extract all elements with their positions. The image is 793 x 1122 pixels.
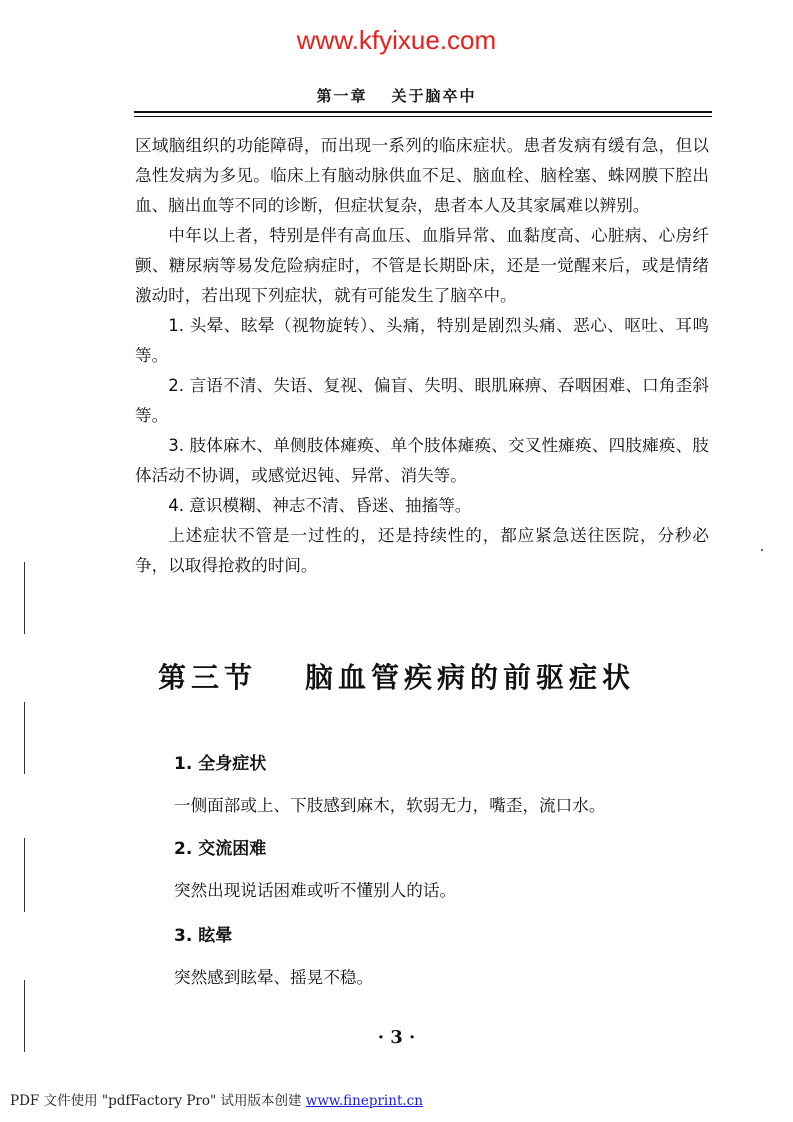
- symptom-text-2: 突然出现说话困难或听不懂别人的话。: [174, 881, 457, 900]
- scan-margin-line: [24, 562, 25, 634]
- symptom-heading-3: 3. 眩晕: [174, 926, 233, 946]
- chapter-title: 关于脑卒中: [391, 87, 477, 105]
- footer-link[interactable]: www.fineprint.cn: [305, 1093, 423, 1109]
- paragraph-risk-factors: 中年以上者，特别是伴有高血压、血脂异常、血黏度高、心脏病、心房纤颤、糖尿病等易发危险病症时，不管是长期卧床，还是一觉醒来后，或是情绪激动时，若出现下列症状，就有可能发生了脑卒中。: [135, 226, 709, 305]
- list-item-1: 1. 头晕、眩晕（视物旋转）、头痛，特别是剧烈头痛、恶心、呕吐、耳鸣等。: [135, 316, 709, 365]
- paragraph-conclusion: 上述症状不管是一过性的，还是持续性的，都应紧急送往医院，分秒必争，以取得抢救的时间。: [135, 526, 709, 575]
- scan-margin-line: [24, 980, 25, 1052]
- section-title: [0, 658, 793, 698]
- symptom-heading-2: 2. 交流困难: [174, 839, 267, 859]
- page-number: · 3 ·: [377, 1027, 416, 1048]
- running-head: [0, 86, 793, 106]
- section-number: 第三节: [157, 661, 257, 694]
- list-item-3: 3. 肢体麻木、单侧肢体瘫痪、单个肢体瘫痪、交叉性瘫痪、四肢瘫痪、肢体活动不协调，或感觉迟钝、异常、消失等。: [135, 436, 709, 485]
- symptom-text-3: 突然感到眩晕、摇晃不稳。: [174, 968, 374, 987]
- list-item-2: 2. 言语不清、失语、复视、偏盲、失明、眼肌麻痹、吞咽困难、口角歪斜等。: [135, 376, 709, 425]
- symptom-heading-1: 1. 全身症状: [174, 754, 267, 774]
- header-rule-thin: [134, 116, 712, 117]
- watermark-url: www.kfyixue.com: [296, 25, 497, 55]
- footer-text: PDF 文件使用 "pdfFactory Pro" 试用版本创建: [10, 1093, 306, 1109]
- scan-speck: [761, 549, 763, 551]
- symptom-text-1: 一侧面部或上、下肢感到麻木，软弱无力，嘴歪，流口水。: [174, 796, 606, 815]
- scan-margin-line: [24, 838, 25, 912]
- header-rule-thick: [134, 111, 712, 113]
- body-text: [135, 131, 709, 581]
- list-item-4: 4. 意识模糊、神志不清、昏迷、抽搐等。: [168, 496, 472, 515]
- pdf-footer: [10, 1092, 423, 1110]
- scan-margin-line: [24, 702, 25, 774]
- paragraph-continued: 区域脑组织的功能障碍，而出现一系列的临床症状。患者发病有缓有急，但以急性发病为多见。临床上有脑动脉供血不足、脑血栓、脑栓塞、蛛网膜下腔出血、脑出血等不同的诊断，但症状复杂，患者本人及其家属难以辨别。: [135, 136, 709, 215]
- chapter-number: 第一章: [316, 87, 368, 105]
- section-name: 脑血管疾病的前驱症状: [305, 661, 636, 694]
